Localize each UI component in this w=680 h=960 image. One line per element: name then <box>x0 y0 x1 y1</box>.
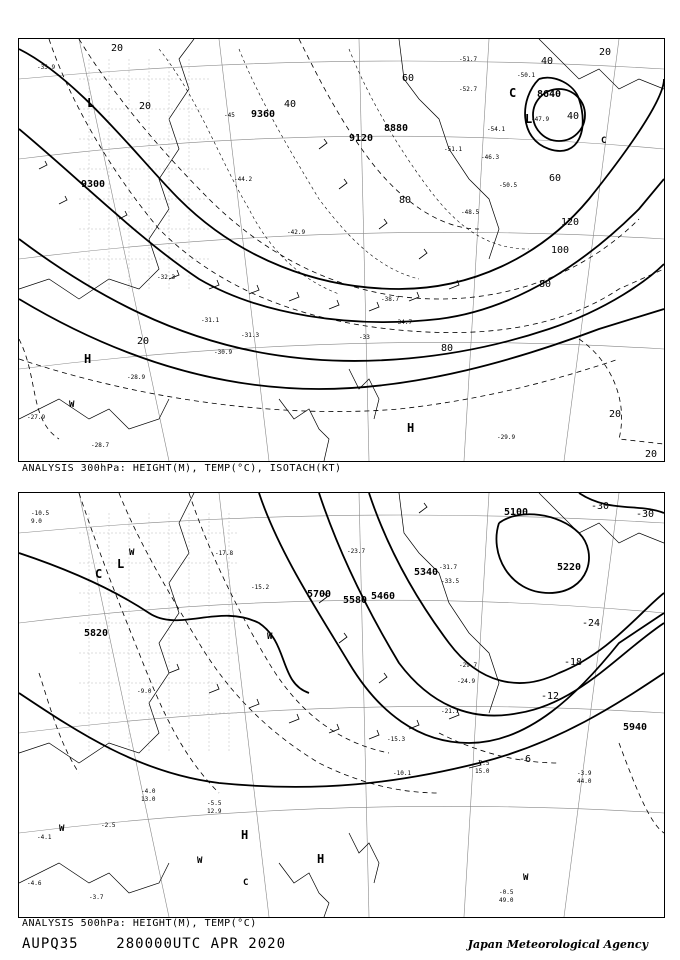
low-center: L <box>117 557 125 571</box>
station-value: -3.7 <box>89 894 104 901</box>
station-value: -21.7 <box>441 708 460 715</box>
isotach-label: 100 <box>551 245 570 256</box>
map-panel-500hpa <box>18 492 665 918</box>
isotach-label: 20 <box>111 43 124 54</box>
warm-center: W <box>129 548 135 558</box>
warm-center: W <box>523 873 529 883</box>
temp-label: -42.9 <box>287 229 306 236</box>
isotherm-label: -6 <box>519 754 532 765</box>
temp-label: -28.7 <box>91 442 110 449</box>
pressure-centers <box>69 86 606 435</box>
station-value: -33.5 <box>441 578 460 585</box>
temp-label: -50.5 <box>499 182 518 189</box>
temp-label: -54.1 <box>487 126 506 133</box>
station-value: 15.0 <box>475 768 490 775</box>
station-value: -2.5 <box>101 822 116 829</box>
warm-center: W <box>267 632 273 642</box>
station-value: 9.0 <box>31 518 42 525</box>
station-value: -31.7 <box>439 564 458 571</box>
station-value: -23.7 <box>347 548 366 555</box>
station-value: 49.0 <box>499 897 514 904</box>
temp-label: -48.5 <box>461 209 480 216</box>
station-value: -4.1 <box>37 834 52 841</box>
height-label: 5700 <box>307 589 332 600</box>
station-value: -17.8 <box>215 550 234 557</box>
height-label: 9360 <box>251 109 276 120</box>
temp-label: -45 <box>224 112 235 119</box>
station-value: -5.5 <box>207 800 222 807</box>
temp-label: -27.9 <box>27 414 46 421</box>
height-label: 5580 <box>343 595 368 606</box>
station-value: -15.2 <box>251 584 270 591</box>
agency-credit: Japan Meteorological Agency <box>467 938 648 951</box>
temp-label: -44.2 <box>234 176 253 183</box>
isotach-label: 80 <box>441 343 454 354</box>
chart-id <box>22 936 286 952</box>
isotachs <box>19 39 664 444</box>
station-value: -10.1 <box>393 770 412 777</box>
warm-center: W <box>69 400 75 410</box>
isotherm-label: -12 <box>541 691 560 702</box>
isotach-label: 20 <box>139 101 152 112</box>
temp-label: -31.1 <box>201 317 220 324</box>
height-labels <box>81 89 561 190</box>
wind-barbs <box>169 503 481 768</box>
temp-label: -38.7 <box>381 296 400 303</box>
hatch-area <box>79 59 209 289</box>
high-center: H <box>241 828 249 842</box>
cold-center: C <box>509 86 517 100</box>
temp-label: -32.3 <box>157 274 176 281</box>
isotach-label: 120 <box>561 217 580 228</box>
temp-label: -35.9 <box>37 64 56 71</box>
station-value: -15.3 <box>387 736 406 743</box>
station-value: -10.5 <box>31 510 50 517</box>
station-value: -3.9 <box>577 770 592 777</box>
isotach-label: 80 <box>399 195 412 206</box>
isotach-label: 60 <box>549 173 562 184</box>
height-label: 5820 <box>84 628 109 639</box>
high-center: H <box>317 852 325 866</box>
low-center: L <box>525 112 533 126</box>
height-label: 8880 <box>384 123 409 134</box>
station-value: 44.0 <box>577 778 592 785</box>
height-label: 5220 <box>557 562 582 573</box>
caption-300hpa: ANALYSIS 300hPa: HEIGHT(M), TEMP(°C), ISOTACH(KT) <box>22 463 342 474</box>
isotach-label: 60 <box>402 73 415 84</box>
station-value: 12.9 <box>207 808 222 815</box>
isotherm-label: -18 <box>564 657 583 668</box>
isotach-label: 20 <box>645 449 658 460</box>
height-label: 5460 <box>371 591 396 602</box>
station-value: -29.7 <box>459 662 478 669</box>
isotach-label: 20 <box>599 47 612 58</box>
station-value: 13.0 <box>141 796 156 803</box>
isotach-label: 80 <box>539 279 552 290</box>
isotach-labels <box>111 43 657 460</box>
station-value: -4.6 <box>27 880 42 887</box>
cold-center: C <box>243 878 249 888</box>
isotherm-label: -30 <box>636 509 655 520</box>
station-value: -9.0 <box>137 688 152 695</box>
isotherm-label: -30 <box>591 501 610 512</box>
valid-time: 280000UTC APR 2020 <box>116 936 287 952</box>
station-value: -0.5 <box>499 889 514 896</box>
station-value: -4.0 <box>141 788 156 795</box>
temp-label: -51.7 <box>459 56 478 63</box>
temp-label: -33 <box>359 334 370 341</box>
height-label: 8640 <box>537 89 562 100</box>
warm-center: W <box>59 824 65 834</box>
temp-label: -47.9 <box>531 116 550 123</box>
temp-label: -30.9 <box>214 349 233 356</box>
chart-code: AUPQ35 <box>22 936 79 952</box>
station-value: -7.5 <box>475 760 490 767</box>
isotach-label: 20 <box>609 409 622 420</box>
isotach-label: 20 <box>137 336 150 347</box>
height-label: 9300 <box>81 179 106 190</box>
temp-label: -51.1 <box>444 146 463 153</box>
cold-center: C <box>95 567 103 581</box>
graticule <box>19 493 664 917</box>
height-label: 9120 <box>349 133 374 144</box>
high-center: H <box>84 352 92 366</box>
temp-label: -50.1 <box>517 72 536 79</box>
map-500hpa <box>19 493 664 917</box>
temp-label: -28.9 <box>127 374 146 381</box>
isotach-label: 40 <box>567 111 580 122</box>
warm-center: W <box>197 856 203 866</box>
high-center: H <box>407 421 415 435</box>
height-label: 5340 <box>414 567 439 578</box>
height-contours <box>19 493 664 787</box>
coastline <box>19 493 664 917</box>
map-panel-300hpa <box>18 38 665 462</box>
isotherm-label: -24 <box>582 618 601 629</box>
isotach-label: 40 <box>541 56 554 67</box>
caption-500hpa: ANALYSIS 500hPa: HEIGHT(M), TEMP(°C) <box>22 918 257 929</box>
height-label: 5100 <box>504 507 529 518</box>
pressure-centers <box>59 548 532 888</box>
temp-label: -46.3 <box>481 154 500 161</box>
map-300hpa <box>19 39 664 461</box>
cold-center: C <box>601 136 607 146</box>
temp-label: -34.7 <box>394 319 413 326</box>
temp-label: -29.9 <box>497 434 516 441</box>
wind-barbs <box>39 139 459 311</box>
temp-label: -52.7 <box>459 86 478 93</box>
height-label: 5940 <box>623 722 648 733</box>
temp-label: -31.3 <box>241 332 260 339</box>
station-value: -24.9 <box>457 678 476 685</box>
isotach-label: 40 <box>284 99 297 110</box>
low-center: L <box>87 96 95 110</box>
